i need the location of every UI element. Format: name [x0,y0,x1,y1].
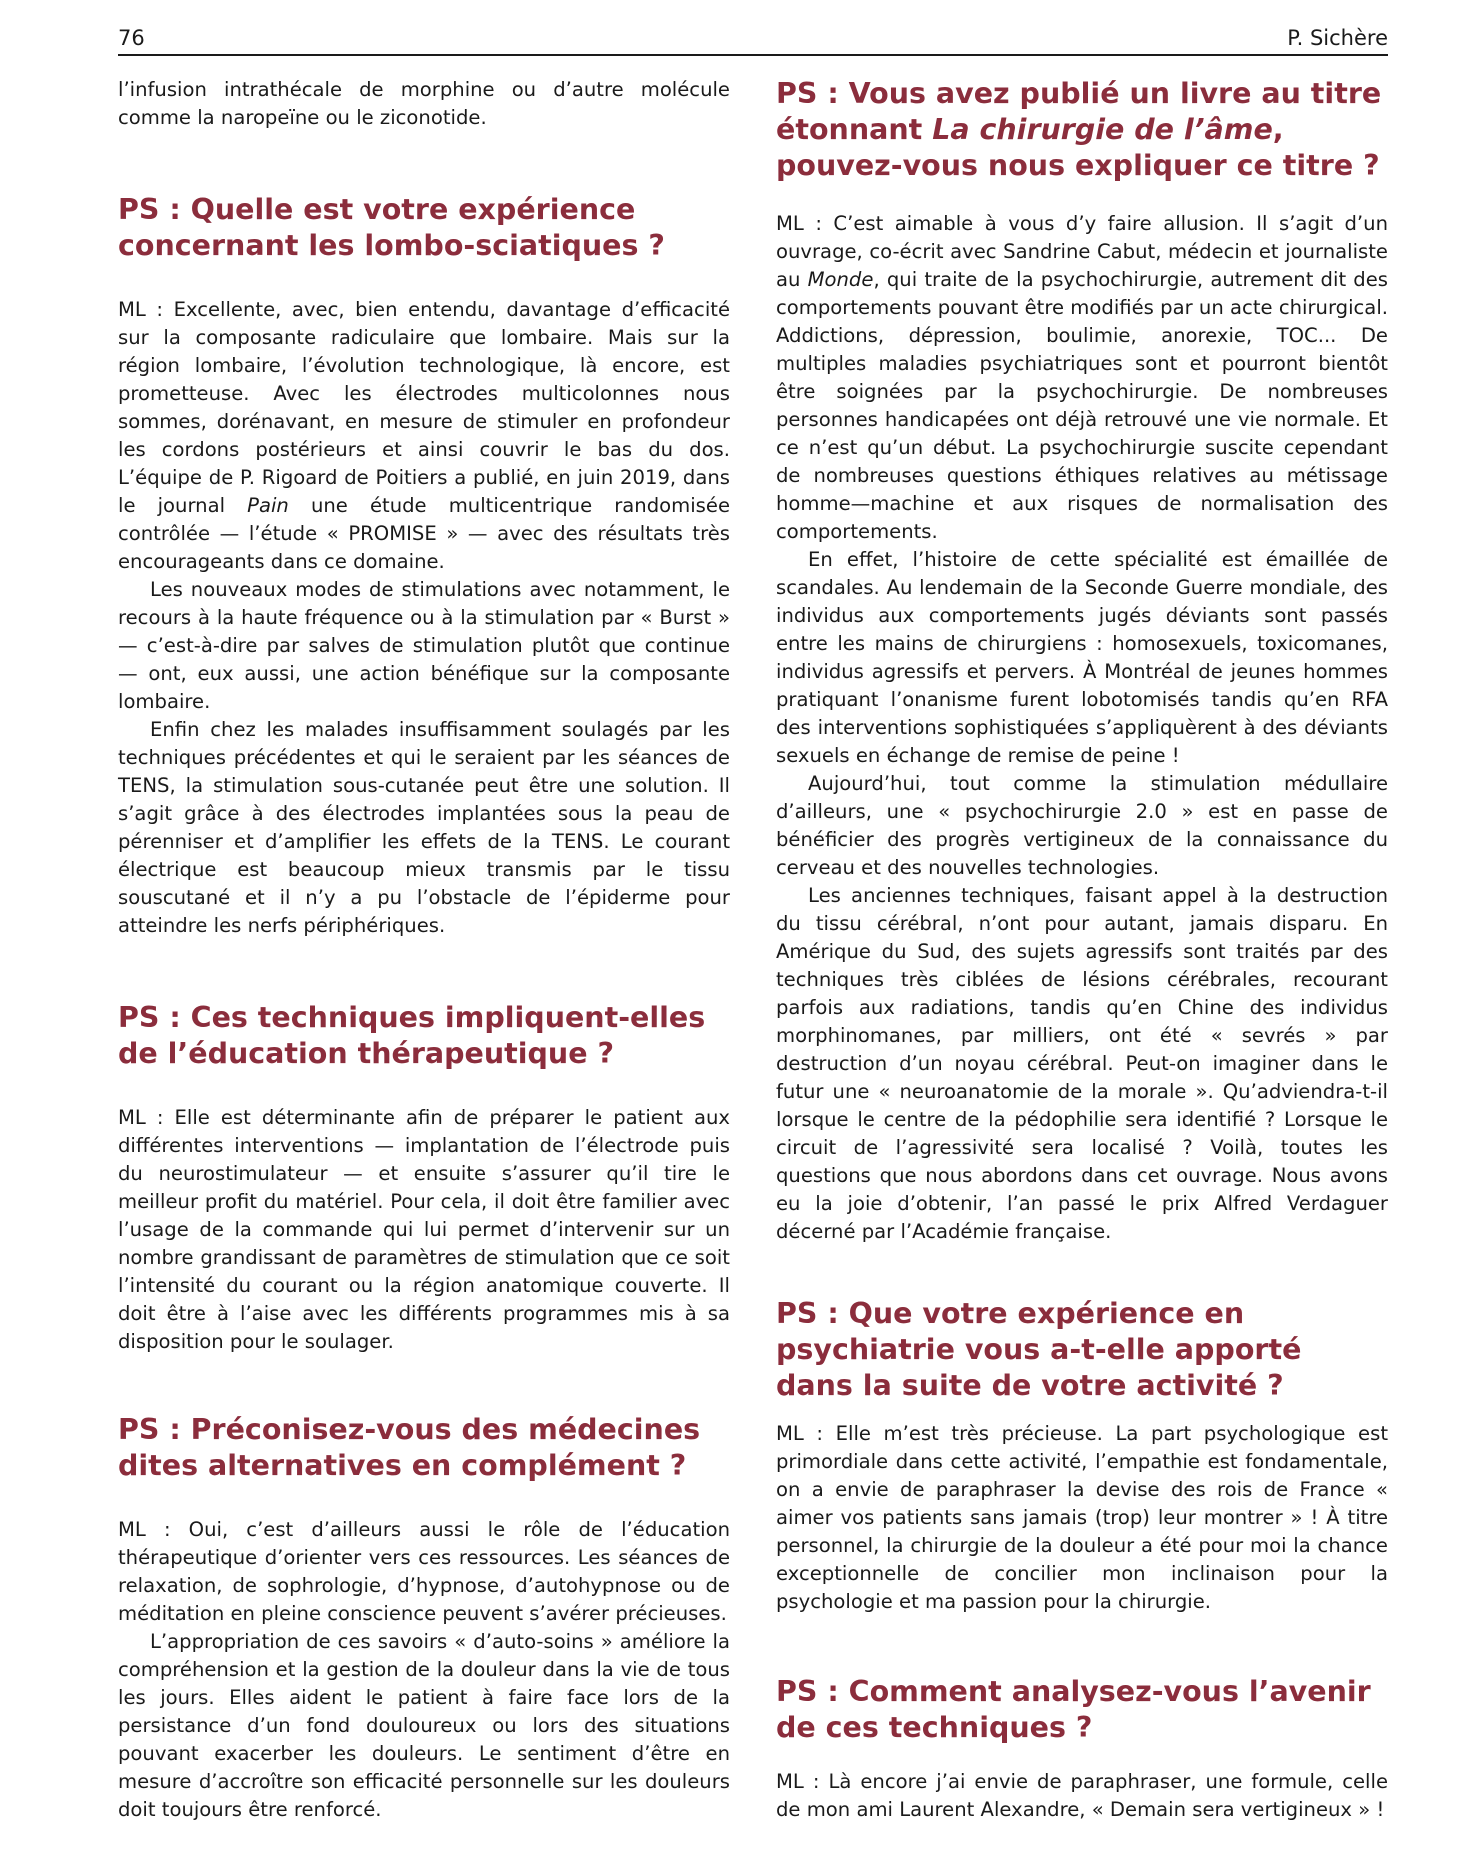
paragraph: L’appropriation de ces savoirs « d’auto-soins » améliore la compréhension et la gestion de la douleur dans la vie de tous les jours. Elles aident le patient à faire face lors de la persistance d’un fond douloureux ou lors des situations pouvant exacerber les douleurs. Le sentiment d’être en mesure d’accroître son efficacité personnelle sur les douleurs doit toujours être renforcé. [118,1630,730,1821]
paragraph: ML : Elle est déterminante afin de préparer le patient aux différentes interventions — implantation de l’électrode puis du neurostimulateur — et ensuite s’assurer qu’il tire le meilleur profit du matériel. Pour cela, il doit être familier avec l’usage de la commande qui lui permet d’intervenir sur un nombre grandissant de paramètres de stimulation que ce soit l’intensité du courant ou la région anatomique couverte. Il doit être à l’aise avec les différents programmes mis à sa disposition pour le soulager. [118,1106,730,1353]
paragraph: Aujourd’hui, tout comme la stimulation médullaire d’ailleurs, une « psychochirurgie 2.0 » est en passe de bénéficier des progrès vertigineux de la connaissance du cerveau et des nouvelles technologies. [776,772,1388,879]
paragraph: Enfin chez les malades insuffisamment soulagés par les techniques précédentes et qui le seraient par les séances de TENS, la stimulation sous-cutanée peut être une solution. Il s’agit grâce à des électrodes implantées sous la peau de pérenniser et d’amplifier les effets de la TENS. Le courant électrique est beaucoup mieux transmis par le tissu souscutané et il n’y a pu l’obstacle de l’épiderme pour atteindre les nerfs périphériques. [118,718,730,937]
paragraph: l’infusion intrathécale de morphine ou d’autre molécule comme la naropeïne ou le ziconotide. [118,78,730,129]
paragraph: ML : Là encore j’ai envie de paraphraser, une formule, celle de mon ami Laurent Alexandre, « Demain sera vertigineux » ! [776,1770,1388,1821]
section-heading: PS : Ces techniques impliquent-elles de l’éducation thérapeutique ? [118,1001,706,1070]
paragraph: ML : Oui, c’est d’ailleurs aussi le rôle de l’éducation thérapeutique d’orienter vers ces ressources. Les séances de relaxation, de sophrologie, d’hypnose, d’autohypnose ou de méditation en pleine conscience peuvent s’avérer précieuses. [118,1518,730,1625]
page-number: 76 [118,26,145,50]
paragraph: Les nouveaux modes de stimulations avec notamment, le recours à la haute fréquence ou à la stimulation par « Burst » — c’est-à-dire par salves de stimulation plutôt que continue — ont, eux aussi, une action bénéfique sur la composante lombaire. [118,578,730,713]
section-heading: PS : Préconisez-vous des médecines dites alternatives en complément ? [118,1413,701,1482]
paragraph: ML : C’est aimable à vous d’y faire allusion. Il s’agit d’un ouvrage, co-écrit avec Sandrine Cabut, médecin et journaliste au Monde, qui traite de la psychochirurgie, autrement dit des comportements pouvant être modifiés par un acte chirurgical. Addictions, dépression, boulimie, anorexie, TOC... De multiples maladies psychiatriques sont et pourront bientôt être soignées par la psychochirurgie. De nombreuses personnes handicapées ont déjà retrouvé une vie normale. Et ce n’est qu’un début. La psychochirurgie suscite cependant de nombreuses questions éthiques relatives au métissage homme—machine et aux risques de normalisation des comportements. [776,212,1389,543]
section-heading: PS : Comment analysez-vous l’avenir de ces techniques ? [776,1675,1371,1744]
paragraph: ML : Excellente, avec, bien entendu, davantage d’efficacité sur la composante radiculaire que lombaire. Mais sur la région lombaire, l’évolution technologique, là encore, est prometteuse. Avec les électrodes multicolonnes nous sommes, dorénavant, en mesure de stimuler en profondeur les cordons postérieurs et ainsi couvrir le bas du dos. L’équipe de P. Rigoard de Poitiers a publié, en juin 2019, dans le journal Pain une étude multicentrique randomisée contrôlée — l’étude « PROMISE » — avec des résultats très encourageants dans ce domaine. [118,298,730,573]
section-heading: PS : Que votre expérience en psychiatrie vous a-t-elle apporté dans la suite de votre activité ? [776,1297,1302,1402]
paragraph: Les anciennes techniques, faisant appel à la destruction du tissu cérébral, n’ont pour autant, jamais disparu. En Amérique du Sud, des sujets agressifs sont traités par des techniques très ciblées de lésions cérébrales, recourant parfois aux radiations, tandis qu’en Chine des individus morphinomanes, par milliers, ont été « sevrés » par destruction d’un noyau cérébral. Peut-on imaginer dans le futur une « neuroanatomie de la morale ». Qu’adviendra-t-il lorsque le centre de la pédophilie sera identifié ? Lorsque le circuit de l’agressivité sera localisé ? Voilà, toutes les questions que nous abordons dans cet ouvrage. Nous avons eu la joie d’obtenir, l’an passé le prix Alfred Verdaguer décerné par l’Académie française. [776,884,1388,1243]
left-column [118,76,730,1824]
section-heading: PS : Vous avez publié un livre au titre étonnant La chirurgie de l’âme, pouvez-vous nous expliquer ce titre ? [776,77,1382,182]
right-column [776,76,1388,1824]
paragraph: En effet, l’histoire de cette spécialité est émaillée de scandales. Au lendemain de la Seconde Guerre mondiale, des individus aux comportements jugés déviants sont passés entre les mains de chirurgiens : homosexuels, toxicomanes, individus agressifs et pervers. À Montréal de jeunes hommes pratiquant l’onanisme furent lobotomisés tandis qu’en RFA des interventions sophistiquées s’appliquèrent à des déviants sexuels en échange de remise de peine ! [776,548,1388,767]
paragraph: ML : Elle m’est très précieuse. La part psychologique est primordiale dans cette activité, l’empathie est fondamentale, on a envie de paraphraser la devise des rois de France « aimer vos patients sans jamais (trop) leur montrer » ! À titre personnel, la chirurgie de la douleur a été pour moi la chance exceptionnelle de concilier mon inclinaison pour la psychologie et ma passion pour la chirurgie. [776,1422,1388,1613]
running-head-author: P. Sichère [1287,26,1388,50]
section-heading: PS : Quelle est votre expérience concernant les lombo-sciatiques ? [118,193,665,262]
page-header [118,22,1388,56]
